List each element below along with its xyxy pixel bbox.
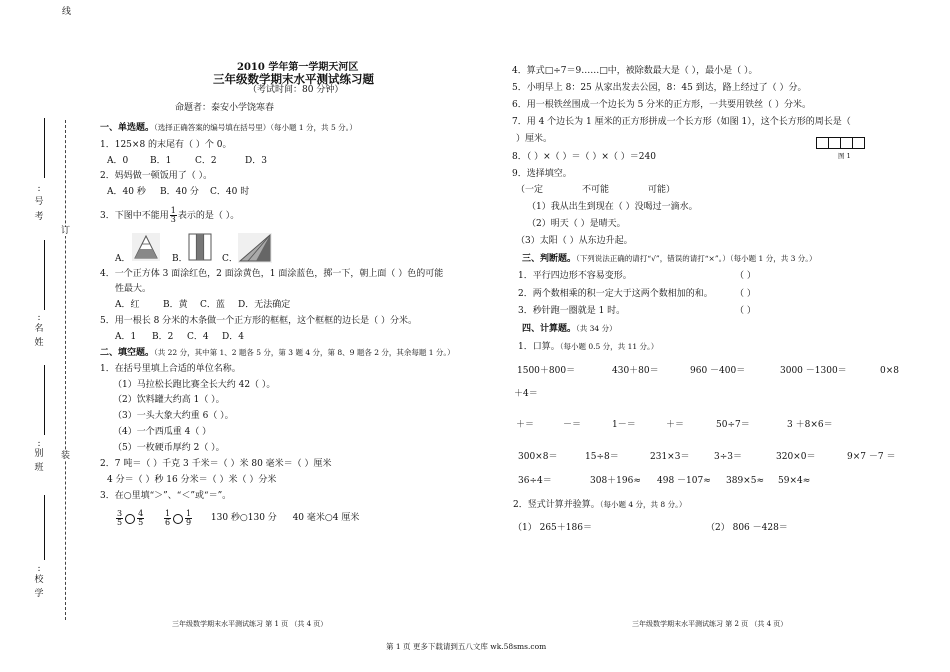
s2-q7-line1: 7．用 4 个边长为 1 厘米的正方形拼成一个长方形（如图 1），这个长方形的周长是（ [512,117,851,127]
fraction-one-third: $\frac{1}{3}$ [170,206,176,224]
oral-r1-cont: ＋4＝ [514,389,538,399]
s1-q1-opt-b: B．1 [150,156,172,166]
compare-mm-cm: 40 毫米○4 厘米 [292,513,360,523]
s1-q4-opt-d: D．无法确定 [238,300,291,310]
s1-q2: 2．妈妈做一顿饭用了（ ）。 [100,171,213,181]
oral-r3-c1: 300×8＝ [518,452,558,462]
s2-q1-item5: （5）一枚硬币厚约 2（ ）。 [113,443,225,453]
s1-q5-opt-c: C．4 [187,332,209,342]
section1-note: （选择正确答案的编号填在括号里）（每小题 1 分，共 5 分。） [154,123,357,132]
s2-q1-item4: （4）一个西瓜重 4（ ） [113,427,212,437]
fraction-one-sixth: $\frac{1}{6}$ [164,509,171,527]
s1-q3-opt-b: B． [172,254,188,264]
s2-q3-compare-row [115,510,359,527]
section4-note: （共 34 分） [576,324,617,333]
xingming-char1: 名 [34,324,44,334]
section4-title: 四、计算题。 [522,324,577,334]
s2-q1-item3: （3）一头大象大约重 6（ ）。 [113,411,234,421]
s3-item2: 2．两个数相乘的积一定大于这两个数相加的和。 [518,289,713,299]
rectangle-shaded-figure [188,233,212,261]
binding-mark-ding: 订 [61,226,71,236]
section4-heading [522,325,617,334]
oral-r4-c2: 308＋196≈ [590,476,641,486]
s1-q1-opt-d: D．3 [245,156,267,166]
s4-vertical [513,501,686,510]
section3-note: （下列说法正确的请打“√”，错误的请打“×”。）（每小题 1 分，共 3 分。） [576,254,817,263]
compare-circle-1[interactable] [125,514,135,524]
banbie-colon: : [37,439,41,449]
oral-r4-c4: 389×5≈ [726,476,764,486]
s3-item1: 1．平行四边形不容易变形。 [518,271,632,281]
s2-q9-item3: （3）太阳（ ）从东边升起。 [516,236,633,246]
s1-q5-opt-b: B．2 [152,332,174,342]
s2-q4: 4．算式□÷7＝9……□中，被除数最大是（ ），最小是（ ）。 [512,66,758,76]
s1-q4-line2: 性最大。 [115,284,152,294]
s2-q5: 5．小明早上 8：25 从家出发去公园，8：45 到达，路上经过了（ ）分。 [512,83,807,93]
oral-r3-c6: 9×7 －7 ＝ [847,452,896,462]
oral-r2-c6: 3 ＋8×6＝ [787,420,833,430]
binding-dashed-line [65,120,66,620]
s1-q1-opt-a: A．0 [107,156,129,166]
s1-q3 [100,207,239,224]
footer-page2: 三年级数学期末水平测试练习 第 2 页 （共 4 页） [632,620,788,628]
s2-q9-item1: （1）我从出生到现在（ ）没喝过一滴水。 [527,202,698,212]
s1-q2-opt-b: B．40 分 [160,187,199,197]
fraction-one-ninth: $\frac{1}{9}$ [186,509,192,527]
oral-r4-c3: 498 －107≈ [657,476,711,486]
s2-q8: 8．（ ）×（ ）＝（ ）×（ ）＝240 [512,152,656,162]
s2-q2-line1: 2．7 吨＝（ ）千克 3 千米＝（ ）米 80 毫米＝（ ）厘米 [100,459,332,469]
s2-q3: 3．在○里填“＞”、“＜”或“＝”。 [100,491,232,501]
compare-seconds-minutes: 130 秒○130 分 [210,513,277,523]
exam-time: （考试时间：80 分钟） [248,85,344,95]
s3-item1-answer[interactable]: （ ） [735,271,756,281]
fig1-squares [817,137,865,149]
oral-r1-c2: 430＋80＝ [612,366,659,376]
s2-q9-choice-3: 可能） [648,185,676,195]
section3-heading [522,255,817,264]
s1-q1-opt-c: C．2 [195,156,217,166]
xuexiao-colon: : [37,564,41,574]
fraction-three-fifths: $\frac{3}{5}$ [117,509,123,527]
oral-r1-c1: 1500＋800＝ [517,366,576,376]
s4-oral-title: 1．口算。 [518,342,560,352]
kaohao-char1: 号 [34,197,44,207]
oral-r3-c4: 3÷3＝ [714,452,742,462]
section2-title: 二、填空题。 [100,348,155,358]
oral-r2-c1: ＋＝ [516,420,535,430]
binding-mark-xian: 线 [62,7,72,17]
s1-q3-pre: 3．下图中不能用 [100,211,169,221]
triangle-split-figure [238,233,272,263]
xingming-line [44,240,45,310]
banbie-char2: 班 [34,463,44,473]
s2-q2-line2: 4 分＝（ ）秒 16 分米＝（ ）米（ ）分米 [107,475,277,485]
oral-r3-c5: 320×0＝ [776,452,816,462]
oral-r4-c1: 36÷4＝ [518,476,552,486]
section2-heading [100,349,455,358]
s1-q4-opt-c: C．蓝 [200,300,225,310]
s2-q9-choice-1: （一定 [516,185,544,195]
s2-q1-item2: （2）饮料罐大约高 1（ ）。 [113,395,225,405]
s2-q9: 9．选择填空。 [512,169,572,179]
s1-q2-opt-c: C．40 时 [210,187,250,197]
exam-title-line2: 三年级数学期末水平测试练习题 [213,72,374,86]
kaohao-char2: 考 [34,212,44,222]
xuexiao-line [44,495,45,560]
vertical-q2: （2） 806 －428＝ [706,523,788,533]
banbie-line [44,365,45,435]
kaohao-line [44,118,45,178]
s2-q9-item2: （2）明天（ ）是晴天。 [527,219,626,229]
banbie-char1: 别 [34,449,44,459]
xingming-char2: 姓 [34,338,44,348]
s1-q4-opt-b: B．黄 [163,300,188,310]
footer-page1: 三年级数学期末水平测试练习 第 1 页 （共 4 页） [172,620,328,628]
s4-oral [518,343,658,352]
s1-q3-opt-a: A． [115,254,131,264]
s2-q6: 6．用一根铁丝围成一个边长为 5 分米的正方形，一共要用铁丝（ ）分米。 [512,100,812,110]
binding-mark-zhuang: 装 [61,451,71,461]
section1-heading [100,124,357,133]
xuexiao-char2: 学 [34,589,44,599]
s2-q9-choice-2: 不可能 [582,185,610,195]
oral-r2-c4: ＋＝ [666,420,685,430]
s2-q1: 1．在括号里填上合适的单位名称。 [100,364,241,374]
triangle-shaded-figure [132,233,160,261]
s1-q5: 5．用一根长 8 分米的木条做一个正方形的框框，这个框框的边长是（ ）分米。 [100,316,418,326]
s3-item3: 3．秒针跑一圈就是 1 时。 [518,306,626,316]
oral-r3-c3: 231×3＝ [650,452,690,462]
s4-vertical-note: （每小题 4 分，共 8 分。） [599,500,687,509]
s1-q1: 1．125×8 的末尾有（ ）个 0。 [100,140,232,150]
oral-r1-c5: 0×8 [880,366,899,376]
fig1-caption: 图 1 [838,152,851,160]
section1-title: 一、单选题。 [100,123,155,133]
oral-r2-c5: 50÷7＝ [716,420,750,430]
oral-r2-c2: －＝ [563,420,582,430]
oral-r3-c2: 15÷8＝ [585,452,619,462]
xuexiao-char1: 校 [34,575,44,585]
kaohao-colon: : [37,184,41,194]
s2-q7-line2: ）厘米。 [516,134,553,144]
vertical-q1: （1） 265＋186＝ [513,523,592,533]
s1-q4-line1: 4．一个正方体 3 面涂红色，2 面涂黄色，1 面涂蓝色，掷一下，朝上面（ ）色的可能 [100,269,444,279]
s1-q3-post: 表示的是（ ）。 [177,211,240,221]
s1-q4-opt-a: A．红 [115,300,140,310]
s2-q1-item1: （1）马拉松长跑比赛全长大约 42（ ）。 [113,380,276,390]
exam-title-line1: 2010 学年第一学期天河区 [237,62,359,73]
s3-item3-answer[interactable]: （ ） [735,306,756,316]
s1-q2-opt-a: A．40 秒 [107,187,146,197]
s1-q5-opt-a: A．1 [115,332,137,342]
exam-author: 命题者：泰安小学饶寒春 [175,103,275,113]
s3-item2-answer[interactable]: （ ） [735,289,756,299]
oral-r1-c4: 3000 －1300＝ [780,366,847,376]
oral-r4-c5: 59×4≈ [778,476,811,486]
xingming-colon: : [37,313,41,323]
s4-oral-note: （每小题 0.5 分，共 11 分。） [559,342,659,351]
section3-title: 三、判断题。 [522,254,577,264]
oral-r1-c3: 960 －400＝ [690,366,746,376]
s1-q3-opt-c: C． [222,254,238,264]
compare-circle-2[interactable] [173,514,183,524]
s4-vertical-title: 2．竖式计算并验算。 [513,500,600,510]
oral-r2-c3: 1－＝ [612,420,636,430]
footer-download-note: 第 1 页 更多下载请到五八文库 wk.58sms.com [386,642,547,651]
s1-q5-opt-d: D．4 [222,332,244,342]
section2-note: （共 22 分，其中第 1、2 题各 5 分，第 3 题 4 分，第 8、9 题各 2 分，其余每题 1 分。） [154,348,455,357]
fraction-four-fifths: $\frac{4}{5}$ [138,509,144,527]
